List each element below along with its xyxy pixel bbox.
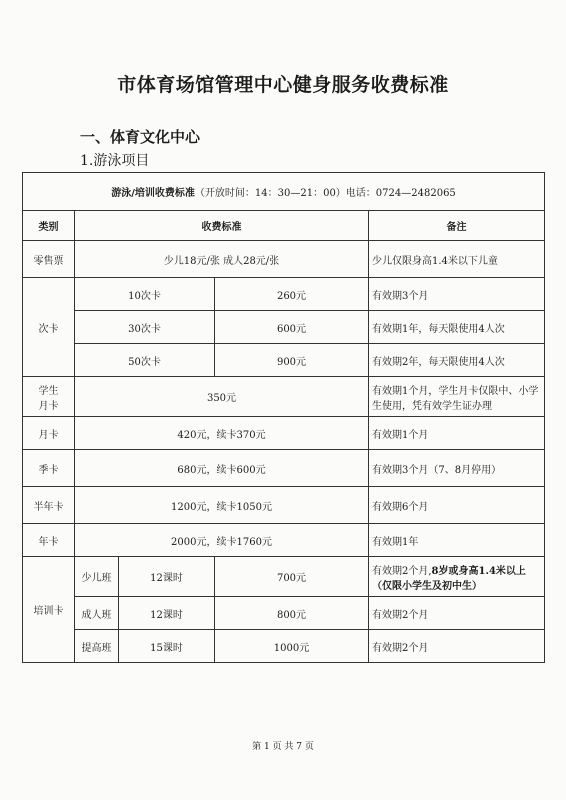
student-fee: 350元 xyxy=(75,377,369,417)
punch-name: 10次卡 xyxy=(75,278,215,311)
table-row xyxy=(23,311,545,344)
training-note xyxy=(369,557,545,597)
training-note-bold: 8岁或身高1.4米以上（仅限小学生及初中生） xyxy=(372,565,526,592)
table-row xyxy=(23,557,545,597)
training-hours: 15课时 xyxy=(119,630,215,663)
page-title: 市体育场馆管理中心健身服务收费标准 xyxy=(117,74,449,96)
retail-note: 少儿仅限身高1.4米以下儿童 xyxy=(369,241,545,278)
training-hours: 12课时 xyxy=(119,557,215,597)
training-hours: 12课时 xyxy=(119,597,215,630)
banner-hours: （开放时间：14：30—21：00）电话：0724—2482065 xyxy=(194,188,456,199)
banner-label: 游泳/培训收费标准 xyxy=(111,188,195,199)
training-class: 提高班 xyxy=(75,630,119,663)
punch-category: 次卡 xyxy=(23,278,75,377)
table-row xyxy=(23,417,545,450)
punch-name: 30次卡 xyxy=(75,311,215,344)
table-row xyxy=(23,524,545,557)
training-price: 700元 xyxy=(215,557,369,597)
table-row xyxy=(23,487,545,524)
student-category: 学生 月卡 xyxy=(23,377,75,417)
quarter-note: 有效期3个月（7、8月停用） xyxy=(369,450,545,487)
halfyear-note: 有效期6个月 xyxy=(369,487,545,524)
training-note: 有效期2个月 xyxy=(369,630,545,663)
banner-row xyxy=(23,173,545,211)
fee-table xyxy=(22,172,545,663)
punch-price: 600元 xyxy=(215,311,369,344)
month-note: 有效期1个月 xyxy=(369,417,545,450)
quarter-fee: 680元，续卡600元 xyxy=(75,450,369,487)
month-fee: 420元，续卡370元 xyxy=(75,417,369,450)
header-row xyxy=(23,211,545,241)
training-class: 成人班 xyxy=(75,597,119,630)
page-footer: 第 1 页 共 7 页 xyxy=(252,742,314,752)
punch-note: 有效期1年，每天限使用4人次 xyxy=(369,311,545,344)
banner-cell xyxy=(23,173,545,211)
student-note: 有效期1个月，学生月卡仅限中、小学生使用，凭有效学生证办理 xyxy=(369,377,545,417)
punch-note: 有效期3个月 xyxy=(369,278,545,311)
header-fee: 收费标准 xyxy=(75,211,369,241)
table-row xyxy=(23,344,545,377)
table-row xyxy=(23,630,545,663)
retail-fee: 少儿18元/张 成人28元/张 xyxy=(75,241,369,278)
header-category: 类别 xyxy=(23,211,75,241)
training-price: 1000元 xyxy=(215,630,369,663)
training-note: 有效期2个月 xyxy=(369,597,545,630)
retail-category: 零售票 xyxy=(23,241,75,278)
training-category: 培训卡 xyxy=(23,557,75,663)
subsection-heading: 1.游泳项目 xyxy=(80,153,150,169)
halfyear-category: 半年卡 xyxy=(23,487,75,524)
punch-note: 有效期2年，每天限使用4人次 xyxy=(369,344,545,377)
month-category: 月卡 xyxy=(23,417,75,450)
training-price: 800元 xyxy=(215,597,369,630)
table-row xyxy=(23,278,545,311)
section-heading: 一、体育文化中心 xyxy=(80,128,201,146)
quarter-category: 季卡 xyxy=(23,450,75,487)
year-category: 年卡 xyxy=(23,524,75,557)
table-row xyxy=(23,377,545,417)
punch-price: 260元 xyxy=(215,278,369,311)
table-row xyxy=(23,597,545,630)
header-note: 备注 xyxy=(369,211,545,241)
punch-name: 50次卡 xyxy=(75,344,215,377)
table-row xyxy=(23,241,545,278)
training-class: 少儿班 xyxy=(75,557,119,597)
year-note: 有效期1年 xyxy=(369,524,545,557)
table-row xyxy=(23,450,545,487)
training-note-plain: 有效期2个月, xyxy=(372,565,432,577)
punch-price: 900元 xyxy=(215,344,369,377)
year-fee: 2000元，续卡1760元 xyxy=(75,524,369,557)
halfyear-fee: 1200元，续卡1050元 xyxy=(75,487,369,524)
